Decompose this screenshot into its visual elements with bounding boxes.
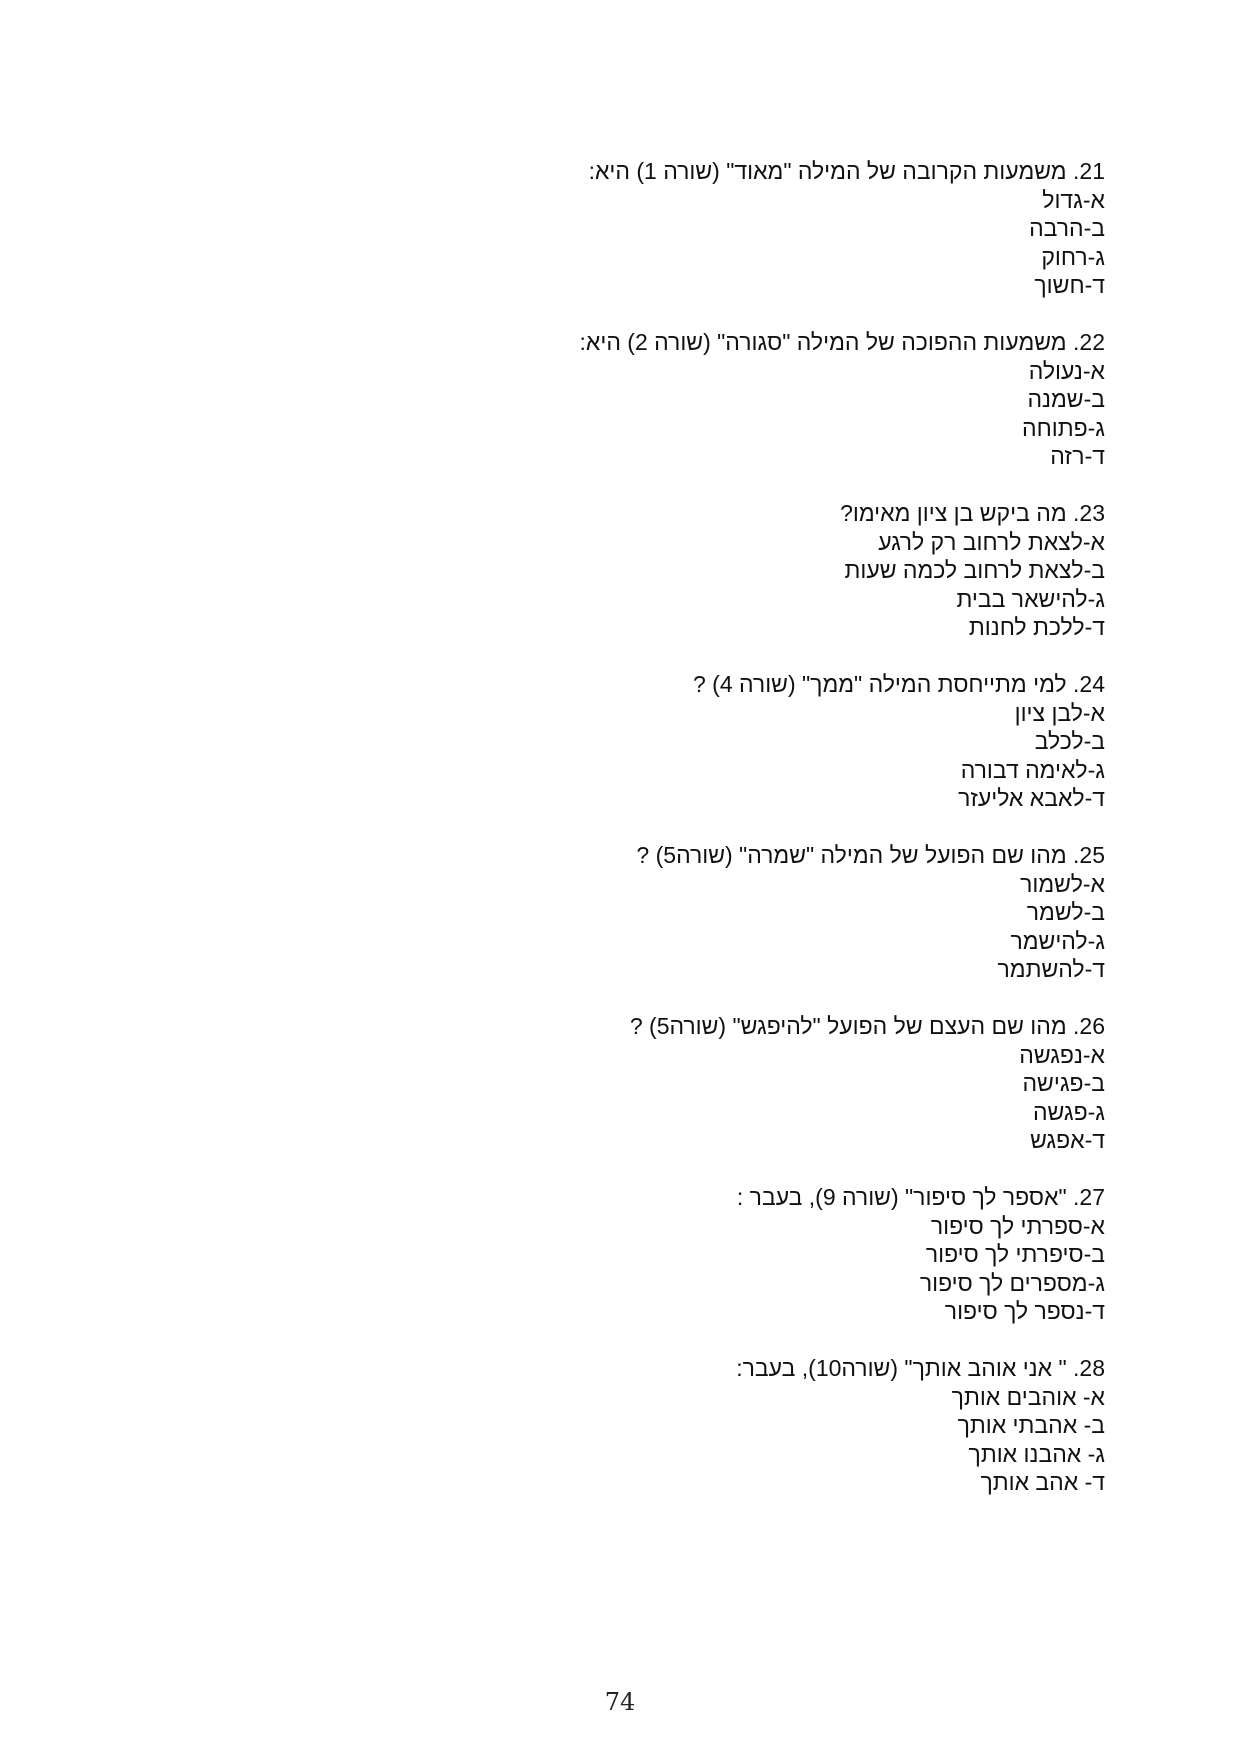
question-text: 27. "אספר לך סיפור" (שורה 9), בעבר :	[736, 1184, 1105, 1210]
option-d: ד-חשוך	[1034, 272, 1105, 298]
option-c: ג-רחוק	[1041, 243, 1105, 270]
option-b: ב-לכלב	[1034, 728, 1105, 754]
page-number: 74	[604, 1688, 636, 1716]
option-b: ב-הרבה	[1029, 215, 1105, 241]
option-c: ג-פגשה	[1032, 1098, 1105, 1125]
question-22	[405, 328, 1105, 471]
option-a: א-ספרתי לך סיפור	[930, 1212, 1105, 1239]
question-text: 28. " אני אוהב אותך" (שורה10), בעבר:	[736, 1355, 1105, 1381]
option-d: ד-לאבא אליעזר	[958, 785, 1105, 811]
option-a: א-לצאת לרחוב רק לרגע	[878, 528, 1105, 555]
option-c: ג- אהבנו אותך	[968, 1440, 1105, 1467]
question-text: 25. מהו שם הפועל של המילה "שמרה" (שורה5) ?	[636, 842, 1105, 868]
option-a: א-נפגשה	[1019, 1041, 1105, 1068]
option-d: ד-רזה	[1050, 443, 1105, 469]
question-text: 22. משמעות ההפוכה של המילה "סגורה" (שורה 2) היא:	[579, 329, 1105, 355]
option-d: ד-אפגש	[1030, 1127, 1105, 1153]
option-c: ג-מספרים לך סיפור	[919, 1269, 1105, 1296]
question-27	[405, 1183, 1105, 1326]
option-a: א- אוהבים אותך	[951, 1383, 1105, 1410]
option-b: ב-פגישה	[1022, 1070, 1105, 1096]
option-b: ב-לצאת לרחוב לכמה שעות	[844, 557, 1105, 583]
option-b: ב- אהבתי אותך	[957, 1412, 1105, 1438]
option-d: ד-נספר לך סיפור	[944, 1298, 1105, 1324]
option-d: ד- אהב אותך	[980, 1469, 1105, 1495]
option-d: ד-להשתמר	[997, 956, 1105, 982]
option-c: ג-להישאר בבית	[956, 585, 1105, 612]
question-25	[405, 841, 1105, 984]
option-b: ב-לשמר	[1026, 899, 1105, 925]
option-c: ג-להישמר	[1010, 927, 1105, 954]
option-d: ד-ללכת לחנות	[968, 614, 1105, 640]
option-b: ב-שמנה	[1027, 386, 1105, 412]
option-c: ג-לאימה דבורה	[960, 756, 1105, 783]
question-text: 24. למי מתייחסת המילה "ממך" (שורה 4) ?	[692, 671, 1105, 697]
option-a: א-לשמור	[1020, 870, 1105, 897]
option-b: ב-סיפרתי לך סיפור	[925, 1241, 1105, 1267]
question-24	[405, 670, 1105, 813]
question-23	[405, 499, 1105, 642]
option-a: א-לבן ציון	[1014, 699, 1105, 726]
question-text: 23. מה ביקש בן ציון מאימו?	[840, 500, 1105, 526]
questions-list	[405, 157, 1105, 1525]
question-21	[405, 157, 1105, 300]
option-c: ג-פתוחה	[1022, 414, 1105, 441]
option-a: א-נעולה	[1028, 357, 1105, 384]
question-26	[405, 1012, 1105, 1155]
question-text: 26. מהו שם העצם של הפועל "להיפגש" (שורה5) ?	[629, 1013, 1105, 1039]
question-text: 21. משמעות הקרובה של המילה "מאוד" (שורה 1) היא:	[588, 158, 1105, 184]
option-a: א-גדול	[1042, 186, 1105, 213]
question-28	[405, 1354, 1105, 1497]
